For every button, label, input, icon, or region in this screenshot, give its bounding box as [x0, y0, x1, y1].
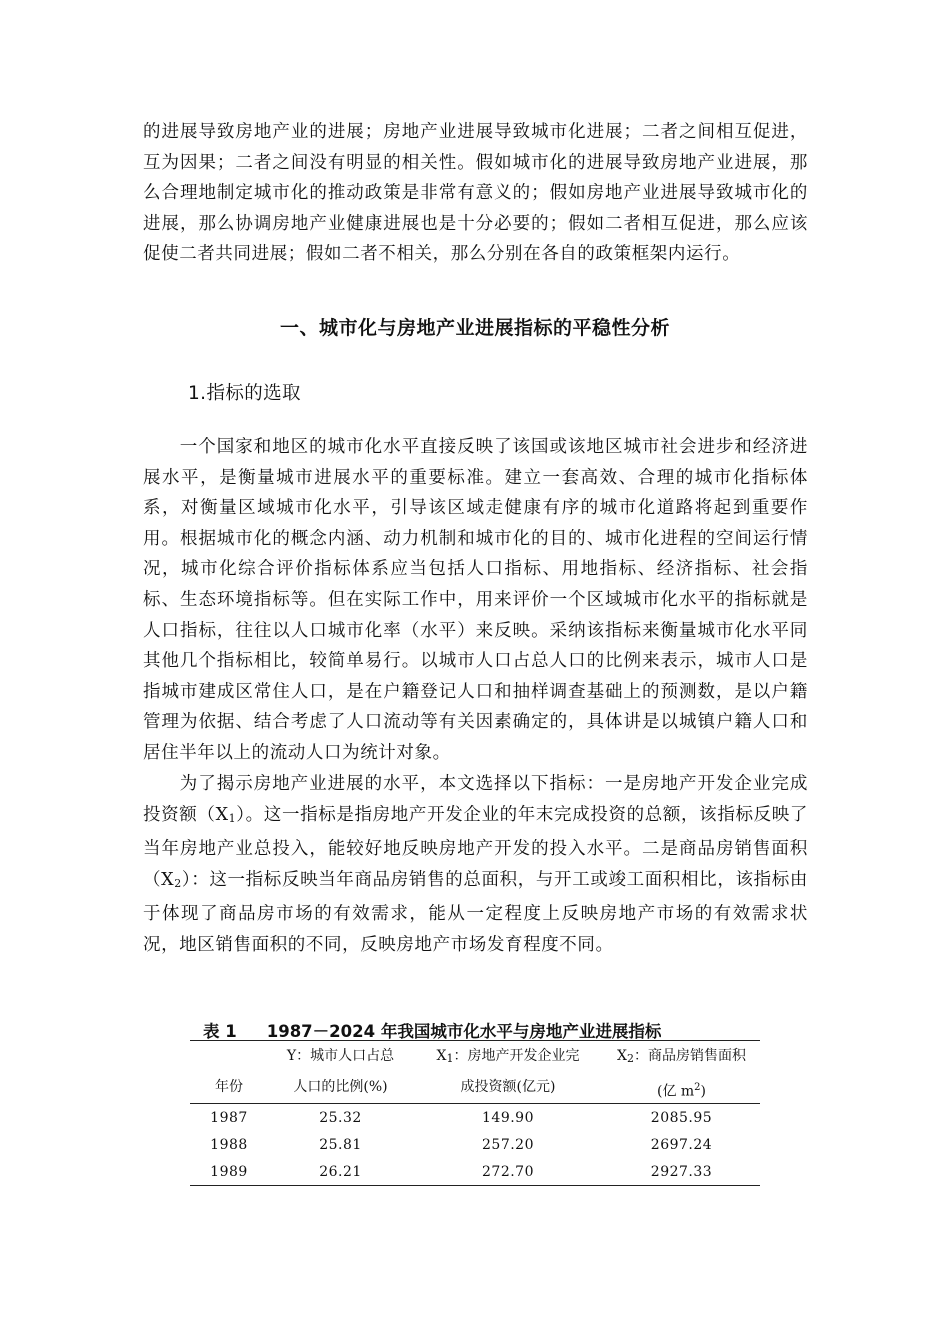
cell-x2: 2697.24: [650, 1136, 713, 1153]
cell-year: 1989: [210, 1163, 248, 1180]
section-heading: 一、城市化与房地产业进展指标的平稳性分析: [279, 317, 670, 339]
cell-year: 1988: [210, 1136, 248, 1153]
subsection-heading: 1.指标的选取: [188, 383, 301, 404]
cell-x1: 149.90: [482, 1109, 534, 1126]
cell-x1: 272.70: [482, 1163, 534, 1180]
table-label: 表 1: [203, 1022, 237, 1041]
data-table: [190, 1040, 760, 1186]
paragraph-real-estate-indicators: 为了揭示房地产业进展的水平，本文选择以下指标：一是房地产开发企业完成投资额$(X_1)$。这一指标是指房地产开发企业的年末完成投资的总额，该指标反映了当年房地产业总投入，能较好地反映房地产开发的投入水平。二是商品房销售面积$(X_2)$：这一指标反映当年商品房销售的总面积，与开工或竣工面积相比，该指标由于体现了商品房市场的有效需求，能从一定程度上反映房地产市场的有效需求状况，地区销售面积的不同，反映房地产市场发育程度不同。: [143, 774, 808, 955]
cell-x1: 257.20: [482, 1136, 534, 1153]
paragraph-intro: 的进展导致房地产业的进展；房地产业进展导致城市化进展；二者之间相互促进，互为因果；二者之间没有明显的相关性。假如城市化的进展导致房地产业进展，那么合理地制定城市化的推动政策是非常有意义的；假如房地产业进展导致城市化的进展，那么协调房地产业健康进展也是十分必要的；假如二者相互促进，那么应该促使二者共同进展；假如二者不相关，那么分别在各自的政策框架内运行。: [143, 122, 808, 265]
cell-x2: 2085.95: [650, 1109, 713, 1126]
cell-y: 26.21: [319, 1163, 362, 1180]
header-y: Y：城市人口占总 人口的比例(%): [286, 1048, 395, 1095]
header-x2: $X_2$：商品房销售面积 (亿 $m^2$): [617, 1048, 746, 1100]
table-row: [190, 1131, 760, 1158]
table-row: [190, 1104, 760, 1132]
header-x1: $X_1$：房地产开发企业完 成投资额(亿元): [436, 1048, 580, 1095]
table-caption: [203, 1018, 661, 1042]
table-header-row: [190, 1041, 760, 1104]
paragraph-urbanization-indicator: 一个国家和地区的城市化水平直接反映了该国或该地区城市社会进步和经济进展水平，是衡量城市进展水平的重要标准。建立一套高效、合理的城市化指标体系，对衡量区域城市化水平，引导该区域走健康有序的城市化道路将起到重要作用。根据城市化的概念内涵、动力机制和城市化的目的、城市化进程的空间运行情况，城市化综合评价指标体系应当包括人口指标、用地指标、经济指标、社会指标、生态环境指标等。但在实际工作中，用来评价一个区域城市化水平的指标就是人口指标，往往以人口城市化率（水平）来反映。采纳该指标来衡量城市化水平同其他几个指标相比，较简单易行。以城市人口占总人口的比例来表示，城市人口是指城市建成区常住人口，是在户籍登记人口和抽样调查基础上的预测数，是以户籍管理为依据、结合考虑了人口流动等有关因素确定的，具体讲是以城镇户籍人口和居住半年以上的流动人口为统计对象。: [143, 437, 808, 763]
cell-x2: 2927.33: [650, 1163, 713, 1180]
table-title: 1987－2024 年我国城市化水平与房地产业进展指标: [266, 1022, 662, 1041]
header-year: 年份: [215, 1079, 243, 1095]
cell-y: 25.81: [319, 1136, 362, 1153]
cell-year: 1987: [210, 1109, 248, 1126]
table-row: [190, 1158, 760, 1186]
cell-y: 25.32: [319, 1109, 362, 1126]
